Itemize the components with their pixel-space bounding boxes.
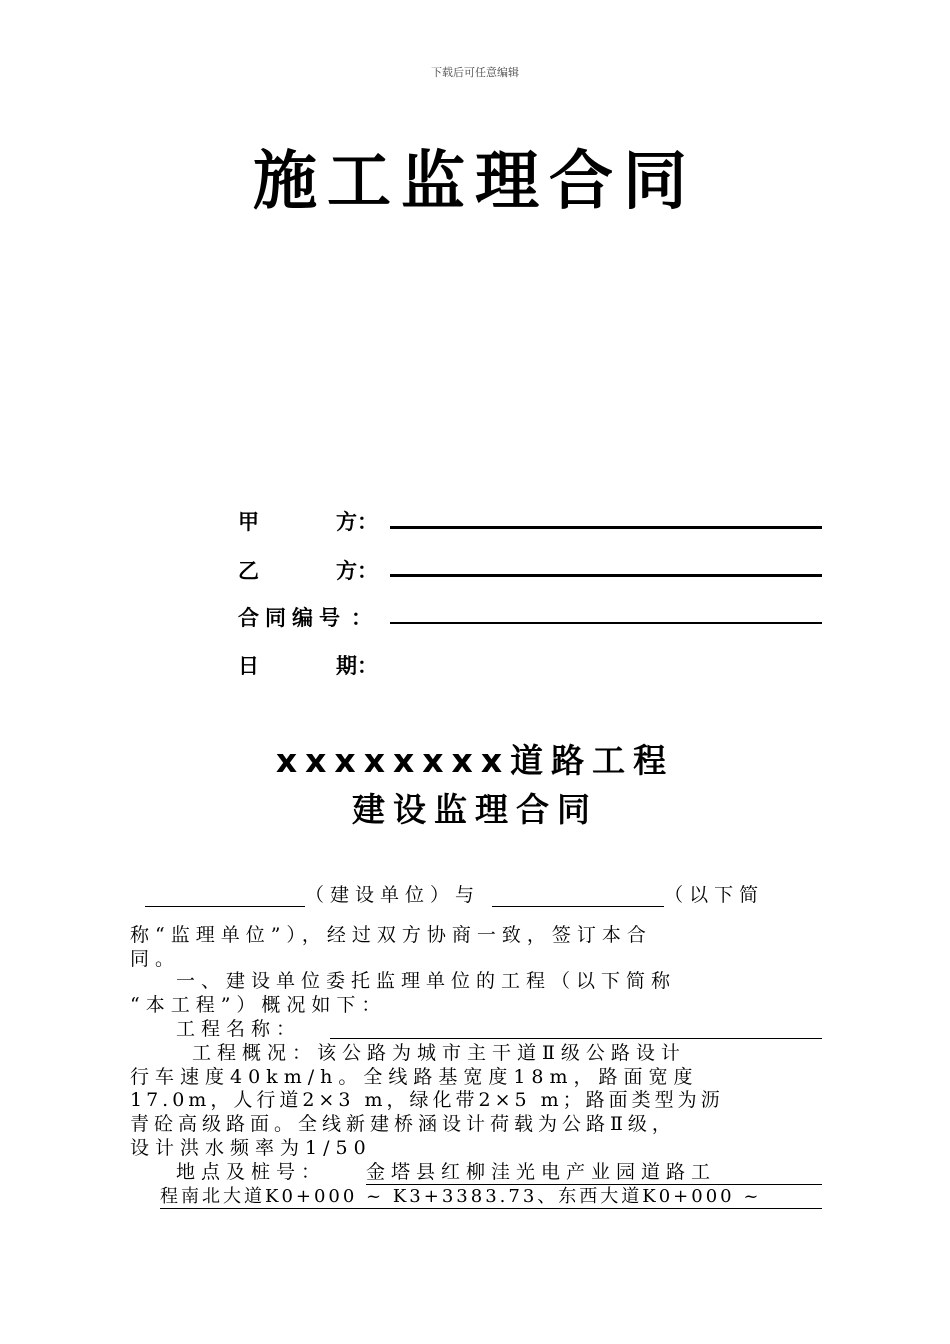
overview-line-4: 青砼高级路面。全线新建桥涵设计荷载为公路Ⅱ级，	[130, 1113, 676, 1135]
overview-line-3: 17.0m，人行道2×3 m，绿化带2×5 m；路面类型为沥	[130, 1089, 724, 1111]
project-name-label: 工程名称：	[176, 1018, 302, 1040]
paragraph-1-line-1: （建设单位）与 （以下简	[145, 884, 835, 907]
paragraph-2-line-2: “本工程”）概况如下：	[130, 994, 387, 1016]
client-blank[interactable]	[145, 906, 305, 907]
document-title: 施工监理合同	[253, 145, 697, 219]
subtitle-contract: 建设监理合同	[352, 790, 598, 829]
party-b-label: 乙 方：	[238, 559, 378, 583]
paragraph-1-line-3: 同。	[130, 948, 181, 970]
location-line-1: 金塔县红柳洼光电产业园道路工	[366, 1161, 822, 1185]
paragraph-2-line-1: 一、建设单位委托监理单位的工程（以下简称	[176, 970, 677, 992]
supervisor-blank[interactable]	[492, 906, 664, 907]
contract-number-line[interactable]	[390, 622, 822, 624]
project-name-line[interactable]	[330, 1038, 822, 1039]
date-label: 日 期：	[238, 654, 378, 678]
party-a-line[interactable]	[390, 526, 822, 529]
party-b-line[interactable]	[390, 574, 822, 577]
contract-number-label: 合同编号 ：	[238, 606, 378, 630]
location-label: 地点及桩号：	[176, 1161, 327, 1183]
overview-line-2: 行车速度40km/h。全线路基宽度18m，路面宽度	[130, 1066, 699, 1088]
paragraph-1-line-2: 称“监理单位”），经过双方协商一致，签订本合	[130, 924, 652, 946]
party-a-label: 甲 方：	[238, 510, 378, 534]
overview-line-1: 工程概况：该公路为城市主干道Ⅱ级公路设计	[192, 1042, 686, 1064]
location-line-2: 程南北大道K0+000 ~ K3+3383.73、东西大道K0+000 ~	[160, 1185, 822, 1209]
subtitle-project: xxxxxxxx道路工程	[275, 741, 675, 780]
header-note: 下载后可任意编辑	[431, 66, 519, 79]
overview-line-5: 设计洪水频率为1/50	[130, 1137, 372, 1159]
